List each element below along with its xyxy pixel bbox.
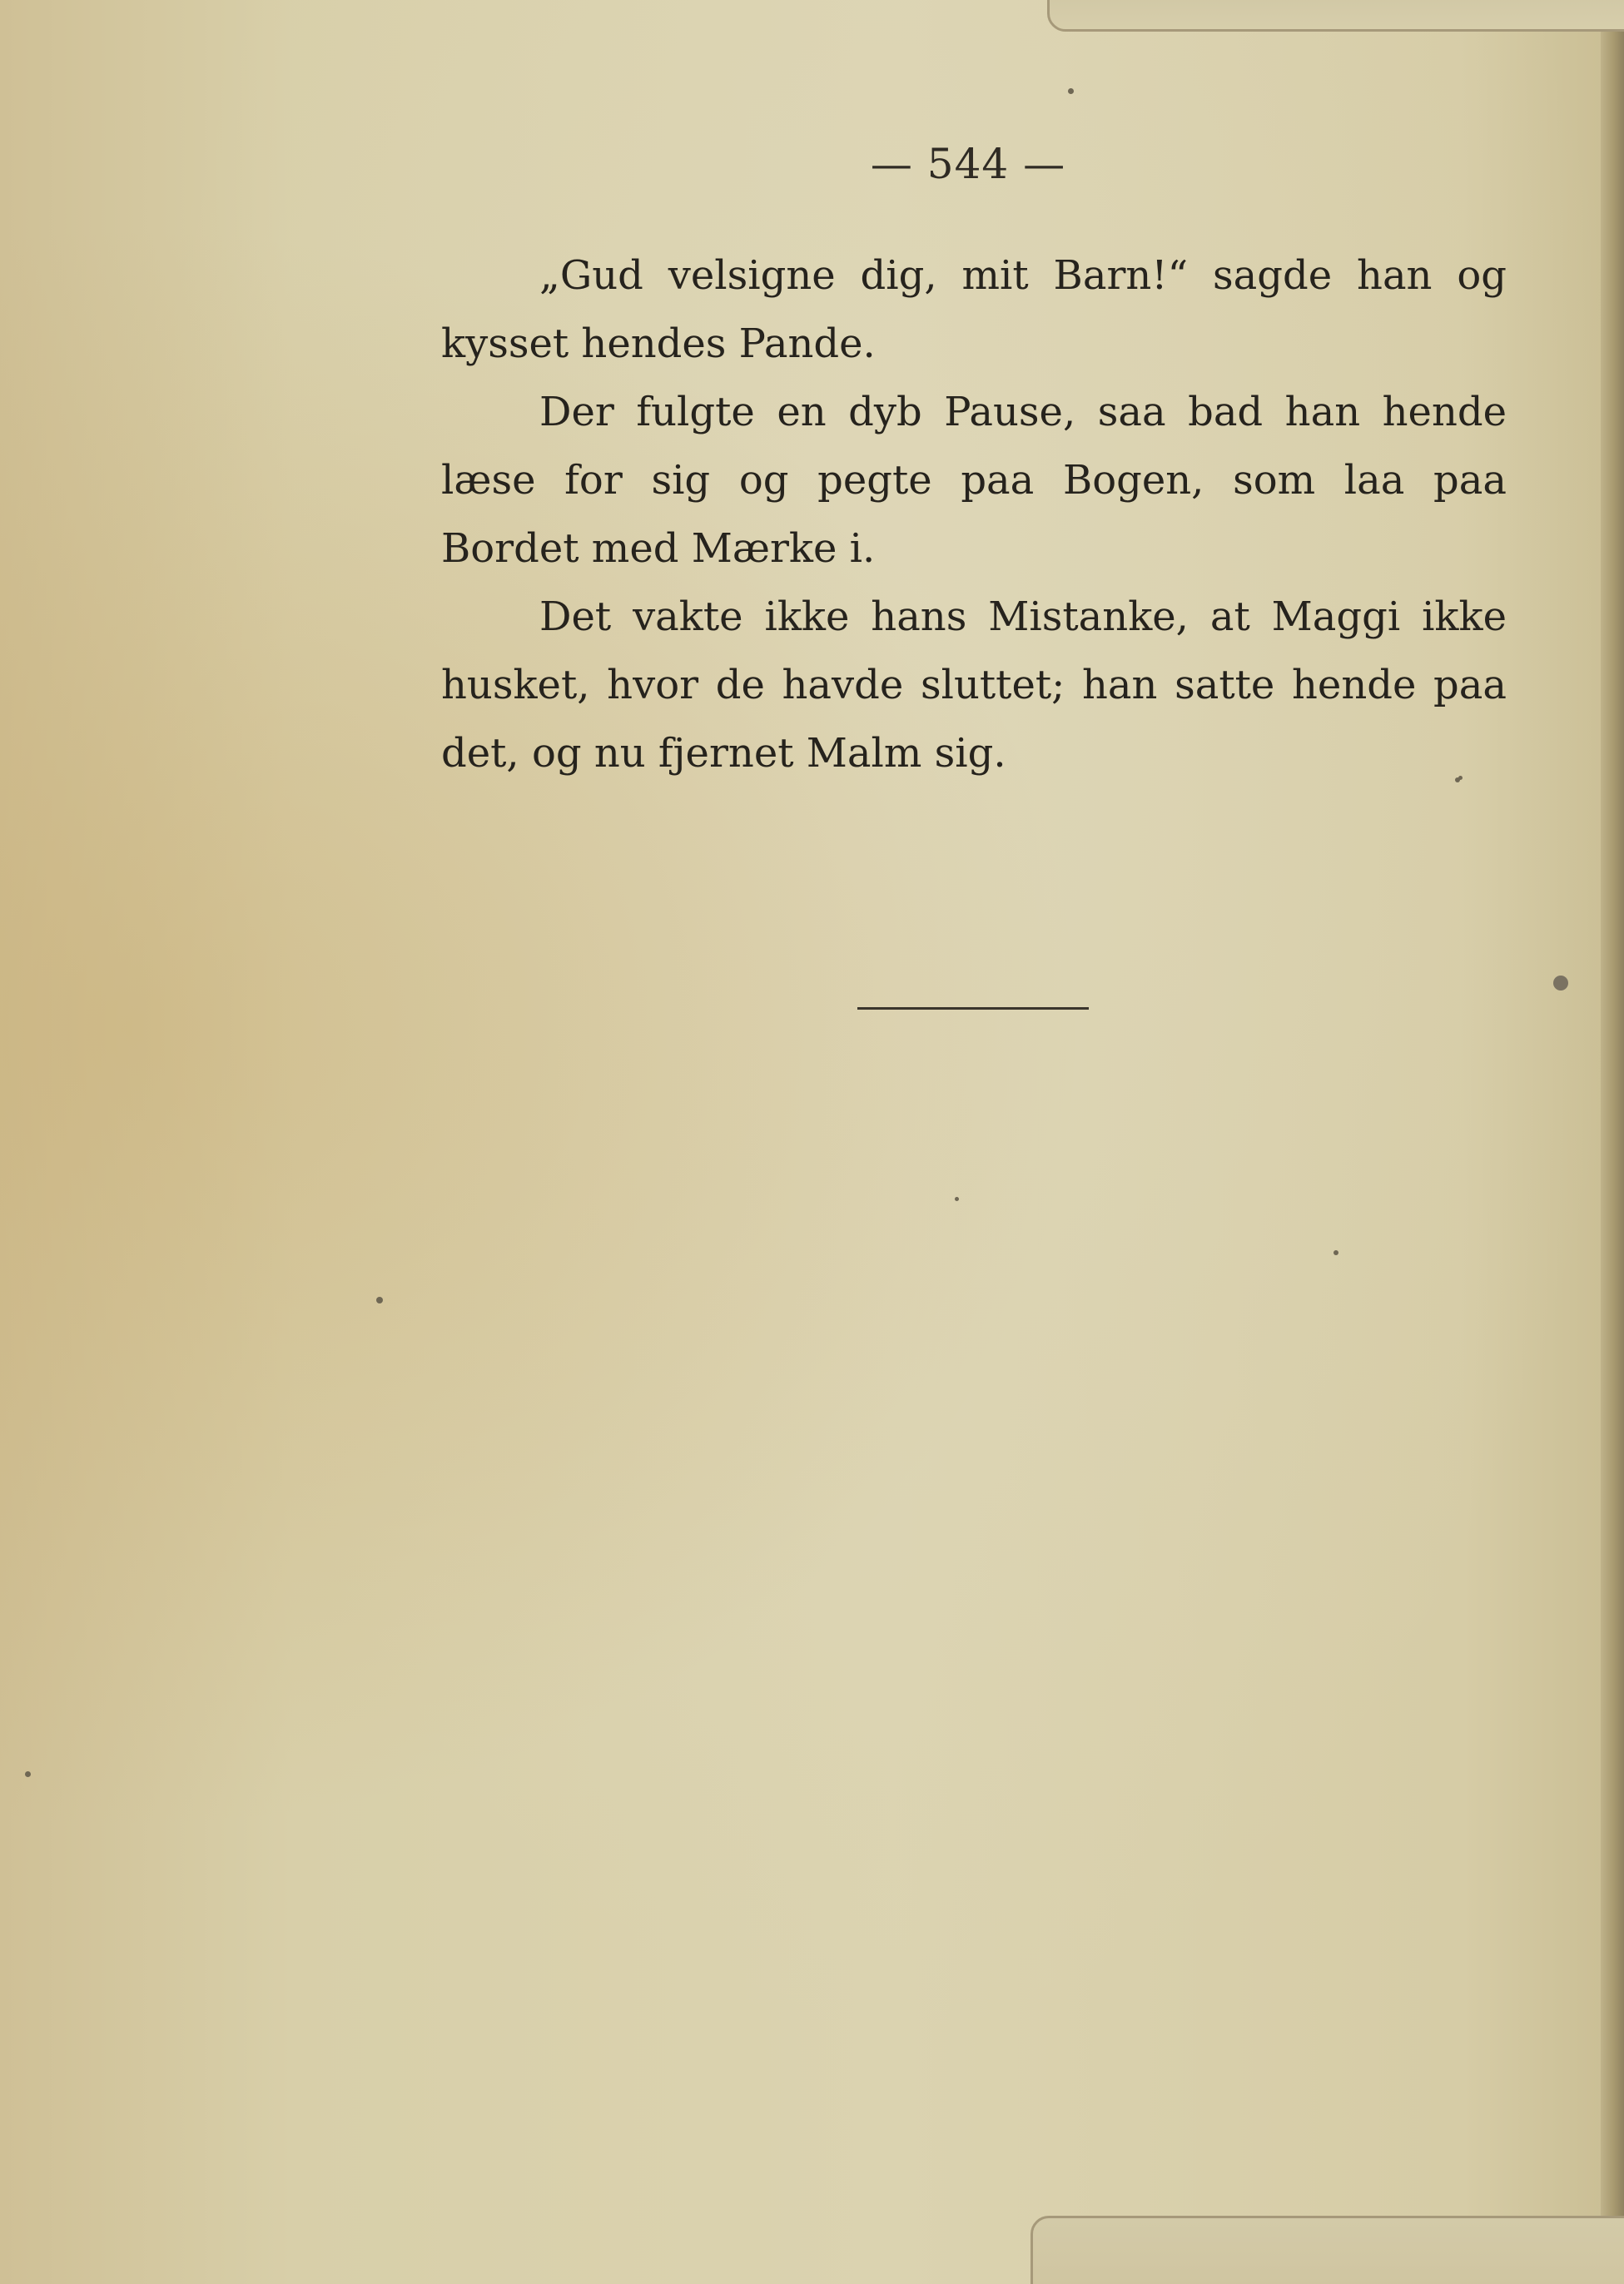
paper-speck bbox=[1553, 976, 1568, 991]
paper-speck bbox=[25, 1771, 31, 1777]
paragraph-3: Det vakte ikke hans Mistanke, at Maggi ikke husket, hvor de havde sluttet; han satte hende paa det, og nu fjernet Malm sig. bbox=[441, 593, 1507, 777]
paragraph-2: Der fulgte en dyb Pause, saa bad han hende læse for sig og pegte paa Bogen, som laa paa Bordet med Mærke i. bbox=[441, 389, 1507, 572]
body-text bbox=[441, 241, 1507, 787]
paragraph-1: „Gud velsigne dig, mit Barn!“ sagde han og kysset hendes Pande. bbox=[441, 252, 1507, 367]
bottom-page-tab bbox=[1031, 2216, 1624, 2284]
section-end-rule bbox=[857, 1007, 1089, 1010]
page-edge bbox=[1601, 0, 1624, 2284]
paper-speck bbox=[1333, 1250, 1338, 1255]
paper-speck bbox=[1068, 88, 1074, 94]
page-number: — 544 — bbox=[870, 140, 1066, 188]
paper-speck bbox=[376, 1297, 383, 1303]
paper-speck bbox=[955, 1197, 959, 1201]
paper-speck bbox=[1458, 776, 1463, 780]
top-page-tab bbox=[1047, 0, 1624, 32]
